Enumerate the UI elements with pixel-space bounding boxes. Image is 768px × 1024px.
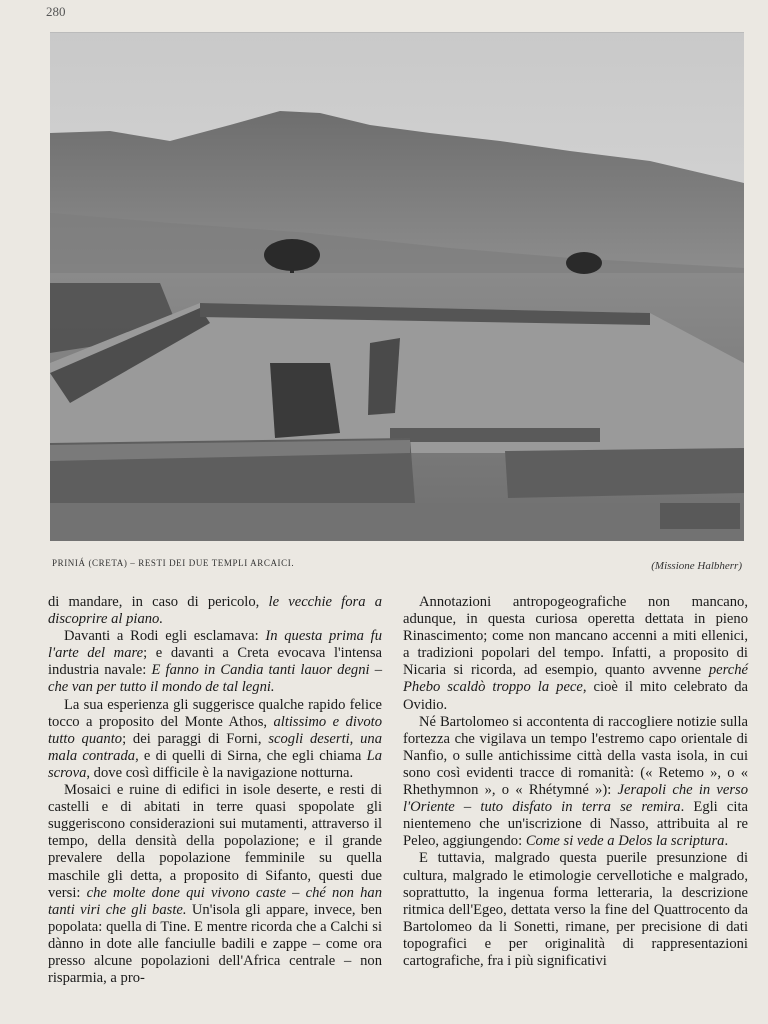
- paragraph: La sua esperienza gli suggerisce qualche rapido felice tocco a proposito del Monte Athos, altissimo e divoto tutto quanto; dei paraggi di Forni, scogli deserti, una mala contrada, e di quelli di Sirna, che egli chiama La scrova, dove così difficile è la navigazione notturna.: [48, 696, 383, 781]
- paragraph: Né Bartolomeo si accontenta di raccogliere notizie sulla fortezza che vigilava un tempo l'estremo capo orientale di Nanfio, o sulle antichissime città della vasta isola, in cui sono così evidenti tracce di romanità: (« Retemo », o « Rhethymnon », o « Rhétymné »): Jerapoli che in verso l'Oriente – tuto disfato in terra se remira. Egli cita nientemeno che un'iscrizione di Nasso, attribuita al re Peleo, aggiungendo: Come si vede a Delos la scriptura.: [403, 713, 749, 850]
- left-text-column: [48, 594, 382, 987]
- figure-credit: (Missione Halbherr): [651, 560, 742, 572]
- figure-photo-ruins: [50, 32, 744, 541]
- paragraph: di mandare, in caso di pericolo, le vecchie fora a discoprire al piano.: [48, 594, 382, 628]
- page-number: 280: [46, 4, 66, 19]
- right-text-column: [403, 594, 748, 970]
- photo-ruins-image: [50, 33, 744, 541]
- paragraph: E tuttavia, malgrado questa puerile presunzione di cultura, malgrado le etimologie cervellotiche e malgrado, soprattutto, la ingenua forma letteraria, la descrizione ritmica dell'Egeo, dettata verso la fine del Quattrocento da Bartolomeo da li Sonetti, rimane, per precisione di dati topografici e per originalità di rappresentazioni cartografiche, fra i più significativi: [403, 850, 748, 969]
- paragraph: Mosaici e ruine di edifici in isole deserte, e resti di castelli e di abitati in terre quasi spopolate gli suggeriscono considerazioni sui mutamenti, attraverso il tempo, della densità della popolazione; e il grande prevalere della popolazione femminile su quella maschile gli detta, a proposito di Sifanto, questi due versi: che molte done qui vivono caste – ché non han tanti viri che gli baste. Un'isola gli appare, invece, ben popolata: quella di Tine. E mentre ricorda che a Calchi si dànno in dote alle fanciulle badili e zappe – come ora presso alcune popolazioni dell'Africa centrale – non risparmia, a pro-: [48, 782, 382, 987]
- paragraph: Annotazioni antropogeografiche non mancano, adunque, in questa curiosa operetta dettata in pieno Rinascimento; come non mancano accenni a miti ellenici, a tradizioni popolari del tempo. Infatti, a proposito di Nicaria si ricorda, ad esempio, quanto avvenne perché Phebo scaldò troppo la pece, cioè il mito celebrato da Ovidio.: [403, 594, 748, 713]
- paragraph: Davanti a Rodi egli esclamava: In questa prima fu l'arte del mare; e davanti a Creta evocava l'intensa industria navale: E fanno in Candia tanti lauor degni – che van per tutto il mondo de tal legni.: [48, 628, 382, 696]
- figure-caption: PRINIÁ (CRETA) – RESTI DEI DUE TEMPLI ARCAICI.: [52, 558, 295, 568]
